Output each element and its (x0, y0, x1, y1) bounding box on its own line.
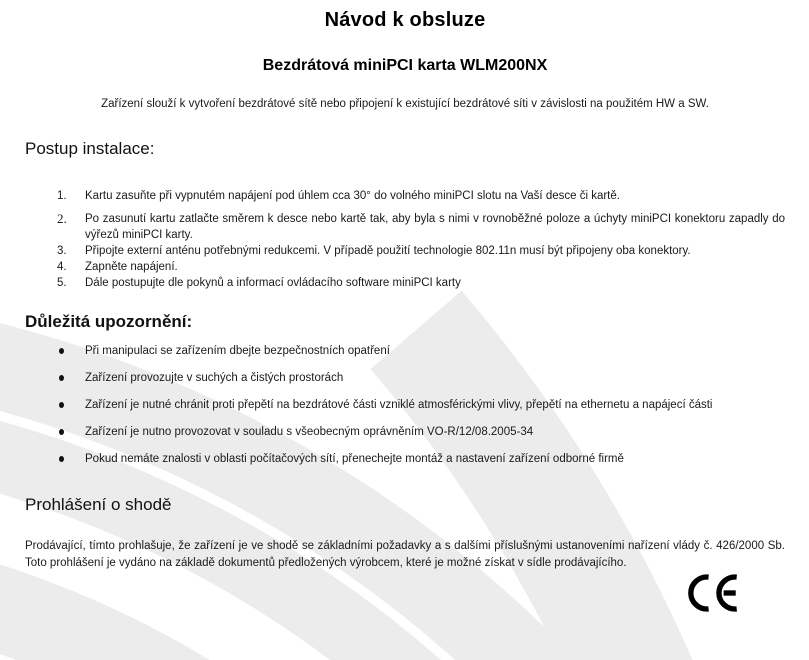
page-title: Návod k obsluze (324, 9, 486, 31)
warning-item (57, 424, 785, 440)
declaration-body: Prodávající, tímto prohlašuje, že zařízení je ve shodě se základními požadavky a s dalšími příslušnými ustanoveními nařízení vlády č. 426/2000 Sb. Toto prohlášení je vydáno na základě dokumentů předložených výrobcem, které je možné získat v sídle prodávajícího. (25, 540, 785, 569)
step-text: Zapněte napájení. (85, 261, 178, 273)
installation-heading: Postup instalace: (25, 139, 155, 158)
installation-step (57, 259, 785, 275)
installation-step (57, 275, 785, 291)
warning-text: Zařízení je nutné chránit proti přepětí na bezdrátové části vzniklé atmosférickými vlivy, přepětí na ethernetu a napájecí části (85, 399, 713, 411)
page-subtitle: Bezdrátová miniPCI karta WLM200NX (262, 57, 548, 74)
installation-steps (25, 188, 785, 291)
warning-text: Pokud nemáte znalosti v oblasti počítačových sítí, přenechejte montáž a nastavení zařízení odborné firmě (85, 453, 624, 465)
step-text: Dále postupujte dle pokynů a informací ovládacího software miniPCI karty (85, 277, 461, 289)
declaration-heading: Prohlášení o shodě (25, 495, 172, 514)
warning-item (57, 370, 785, 386)
warning-item (57, 451, 785, 467)
warning-item (57, 397, 785, 413)
warning-text: Zařízení je nutno provozovat v souladu s všeobecným oprávněním VO-R/12/08.2005-34 (85, 426, 534, 438)
step-text: Po zasunutí kartu zatlačte směrem k desce nebo kartě tak, aby byla s nimi v rovnoběžné poloze a úchyty miniPCI konektoru zapadly do výřezů miniPCI karty. (85, 213, 785, 241)
intro-text: Zařízení slouží k vytvoření bezdrátové sítě nebo připojení k existující bezdrátové síti v závislosti na použitém HW a SW. (101, 98, 709, 110)
bullet-icon (57, 397, 85, 413)
installation-step (57, 211, 785, 243)
warnings-heading: Důležitá upozornění: (25, 312, 193, 331)
step-text: Připojte externí anténu potřebnými redukcemi. V případě použití technologie 802.11n musí být připojeny oba konektory. (85, 245, 691, 257)
bullet-icon (57, 370, 85, 386)
bullet-icon (57, 451, 85, 467)
bullet-icon (57, 343, 85, 359)
step-number: 3. (57, 245, 67, 257)
warning-item (57, 343, 785, 359)
installation-step (57, 243, 785, 259)
warnings-list (25, 343, 785, 467)
step-number: 4. (57, 261, 67, 273)
step-number: 5. (57, 277, 67, 289)
step-number: 2. (57, 211, 67, 226)
step-number: 1. (57, 190, 67, 202)
installation-step (57, 188, 785, 204)
warning-text: Při manipulaci se zařízením dbejte bezpečnostních opatření (85, 345, 390, 357)
bullet-icon (57, 424, 85, 440)
warning-text: Zařízení provozujte v suchých a čistých prostorách (85, 372, 344, 384)
ce-mark-logo (679, 572, 743, 614)
step-text: Kartu zasuňte při vypnutém napájení pod úhlem cca 30° do volného miniPCI slotu na Vaší desce či kartě. (85, 190, 620, 202)
